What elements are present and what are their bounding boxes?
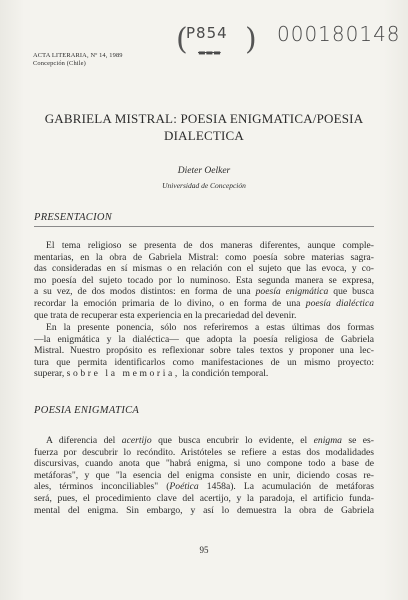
text-line: mo poesía del sujeto tocado por lo numinoso. Esta segunda manera se expresa, [34,274,374,286]
paragraph-3 [34,435,374,516]
text-line: Mistral. Nuestro propósito es reflexionar sobre tales textos y proponer una lec- [34,345,374,357]
text-line: superar, sobre la memoria, la condición temporal. [34,368,269,380]
handwritten-crossed-note: ▬▬▬ [198,48,221,57]
text-line: será, pues, el procedimiento clave del acertijo, y la paradoja, el artificio funda- [34,492,374,504]
paragraph-2 [34,322,374,380]
text-line: En la presente ponencia, sólo nos referiremos a estas últimas dos formas [46,322,374,333]
title-line-1: GABRIELA MISTRAL: POESIA ENIGMATICA/POESIA [44,111,364,126]
handwritten-close-paren: ) [245,22,257,57]
text-line: a su vez, de dos modos distintos: en forma de una poesía enigmática que busca [34,286,375,298]
text-line: —la enigmática y la dialéctica— que adopta la poesía religiosa de Gabriela [34,333,374,345]
text-line: ales, términos inconciliables" (Poética 1458a). La acumulación de metáforas [34,481,374,493]
text-line: metáforas", y que "la esencia del enigma consiste en unir, diciendo cosas re- [34,469,374,481]
title-line-2: DIALECTICA [164,128,244,143]
text-line: El tema religioso se presenta de dos maneras diferentes, aunque comple- [46,240,374,251]
author-name: Dieter Oelker [177,166,231,176]
handwritten-open-paren: ( [176,22,188,57]
journal-name: ACTA LITERARIA, Nº 14, 1989 [33,52,123,59]
page-number: 95 [199,545,209,555]
text-line: discursivas, cuando anota que "habrá enigma, si uno compone todo a base de [34,458,374,470]
journal-header [33,52,123,68]
handwritten-catalog-number: 000180148 [277,22,401,46]
text-line: fuerza por descubrir lo recóndito. Aristóteles se refiere a estas dos modalidades [34,446,374,458]
author-affiliation: Universidad de Concepción [162,181,246,190]
text-line: recordar la emoción primaria de lo divino, o en forma de una poesía dialéctica [34,297,374,309]
handwritten-call-number: P854 [186,24,228,42]
section-rule [34,226,374,227]
text-line: que trata de recuperar esta experiencia en la precariedad del devenir. [34,309,297,321]
text-line: das consideradas en sí mismas o en relación con el sujeto que las evoca, y co- [34,263,374,275]
article-title [20,110,388,144]
text-line: tura que permita identificarlos como manifestaciones de un mismo proyecto: [34,356,374,368]
section-heading-poesia-enigmatica: POESIA ENIGMATICA [34,405,140,416]
journal-place: Concepción (Chile) [33,60,86,67]
section-heading-presentacion: PRESENTACION [34,212,113,223]
text-line: A diferencia del acertijo que busca encubrir lo evidente, el enigma se es- [46,435,374,446]
paragraph-1 [34,240,374,321]
text-line: mental del enigma. Sin embargo, y así lo demuestra la obra de Gabriela [34,504,374,516]
text-line: mentarias, en la obra de Gabriela Mistral: como poesía sobre materias sagra- [34,251,374,263]
